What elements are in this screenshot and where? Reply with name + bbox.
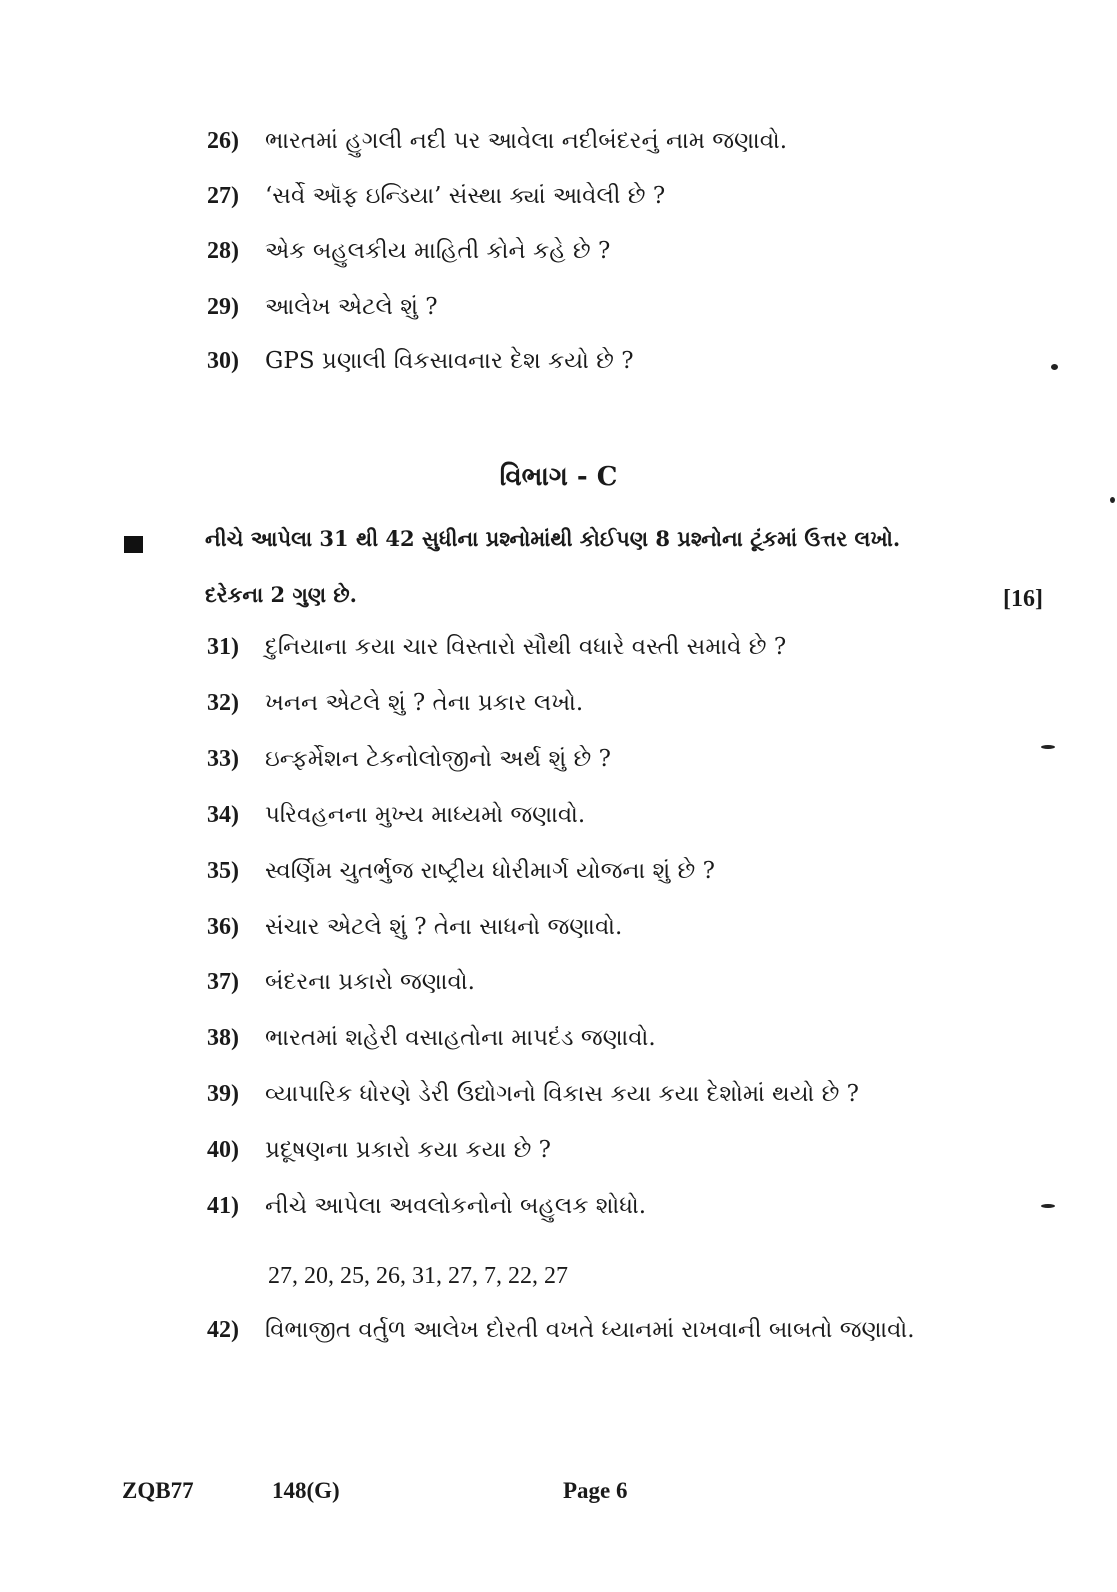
footer-code: ZQB77 [122,1478,194,1503]
question-41 [207,1193,646,1220]
question-number: 33) [207,746,239,772]
question-number: 41) [207,1193,239,1219]
question-number: 34) [207,802,239,828]
question-41-data: 27, 20, 25, 26, 31, 27, 7, 22, 27 [268,1263,568,1289]
question-number: 31) [207,634,239,660]
question-text: નીચે આપેલા અવલોકનોનો બહુલક શોધો. [265,1193,647,1219]
question-number: 27) [207,183,239,209]
question-text: ખનન એટલે શું ? તેના પ્રકાર લખો. [265,690,584,716]
question-31 [207,634,786,661]
question-number: 35) [207,858,239,884]
question-number: 40) [207,1137,239,1163]
question-text: એક બહુલકીય માહિતી કોને કહે છે ? [265,238,611,264]
question-number: 29) [207,294,239,320]
question-text: પ્રદૂષણના પ્રકારો કયા કયા છે ? [265,1137,551,1163]
question-text: ભારતમાં હુગલી નદી પર આવેલા નદીબંદરનું નામ જણાવો. [265,128,788,154]
question-number: 38) [207,1025,239,1051]
question-39 [207,1081,859,1108]
instruction-line-2: દરેકના 2 ગુણ છે. [205,582,357,607]
section-marks: [16] [1003,586,1043,612]
question-40 [207,1137,551,1164]
question-30 [207,348,634,375]
question-27 [207,183,665,210]
question-text: સંચાર એટલે શું ? તેના સાધનો જણાવો. [265,914,623,940]
scan-speck [1110,497,1115,503]
question-32 [207,690,583,717]
question-33 [207,746,611,773]
question-35 [207,858,715,885]
question-number: 39) [207,1081,239,1107]
question-29 [207,294,438,321]
question-text: વિભાજીત વર્તુળ આલેખ દોરતી વખતે ધ્યાનમાં રાખવાની બાબતો જણાવો. [265,1317,915,1343]
question-26 [207,128,787,155]
question-34 [207,802,585,829]
footer-paper: 148(G) [272,1478,340,1503]
question-number: 32) [207,690,239,716]
question-number: 42) [207,1317,239,1343]
question-number: 37) [207,969,239,995]
question-text: આલેખ એટલે શું ? [265,294,438,320]
question-42 [207,1317,915,1344]
square-bullet-icon [124,536,143,553]
question-text: ભારતમાં શહેરી વસાહતોના માપદંડ જણાવો. [265,1025,656,1051]
question-text: વ્યાપારિક ધોરણે ડેરી ઉદ્યોગનો વિકાસ કયા કયા દેશોમાં થયો છે ? [265,1081,860,1107]
question-number: 30) [207,348,239,374]
question-28 [207,238,610,265]
question-text: પરિવહનના મુખ્ય માધ્યમો જણાવો. [265,802,586,828]
scan-speck [1041,745,1055,749]
scan-speck [1041,1204,1055,1208]
question-text: ‘સર્વે ઑફ ઇન્ડિયા’ સંસ્થા ક્યાં આવેલી છે ? [265,183,666,209]
question-38 [207,1025,656,1052]
instruction-line-1: નીચે આપેલા 31 થી 42 સુધીના પ્રશ્નોમાંથી કોઈપણ 8 પ્રશ્નોના ટૂંકમાં ઉત્તર લખો. [205,526,901,551]
question-text: દુનિયાના કયા ચાર વિસ્તારો સૌથી વધારે વસ્તી સમાવે છે ? [265,634,787,660]
question-number: 26) [207,128,239,154]
scan-speck [1051,364,1058,370]
question-text: ઇન્ફર્મેશન ટેકનોલોજીનો અર્થ શું છે ? [265,746,611,772]
question-36 [207,914,622,941]
question-37 [207,969,475,996]
question-text: GPS પ્રણાલી વિકસાવનાર દેશ કયો છે ? [265,348,634,374]
question-number: 28) [207,238,239,264]
question-text: સ્વર્ણિમ ચુતર્ભુજ રાષ્ટ્રીય ધોરીમાર્ગ યોજના શું છે ? [265,858,715,884]
question-number: 36) [207,914,239,940]
footer-page: Page 6 [563,1478,628,1503]
question-text: બંદરના પ્રકારો જણાવો. [265,969,475,995]
section-heading: વિભાગ - C [499,462,618,492]
